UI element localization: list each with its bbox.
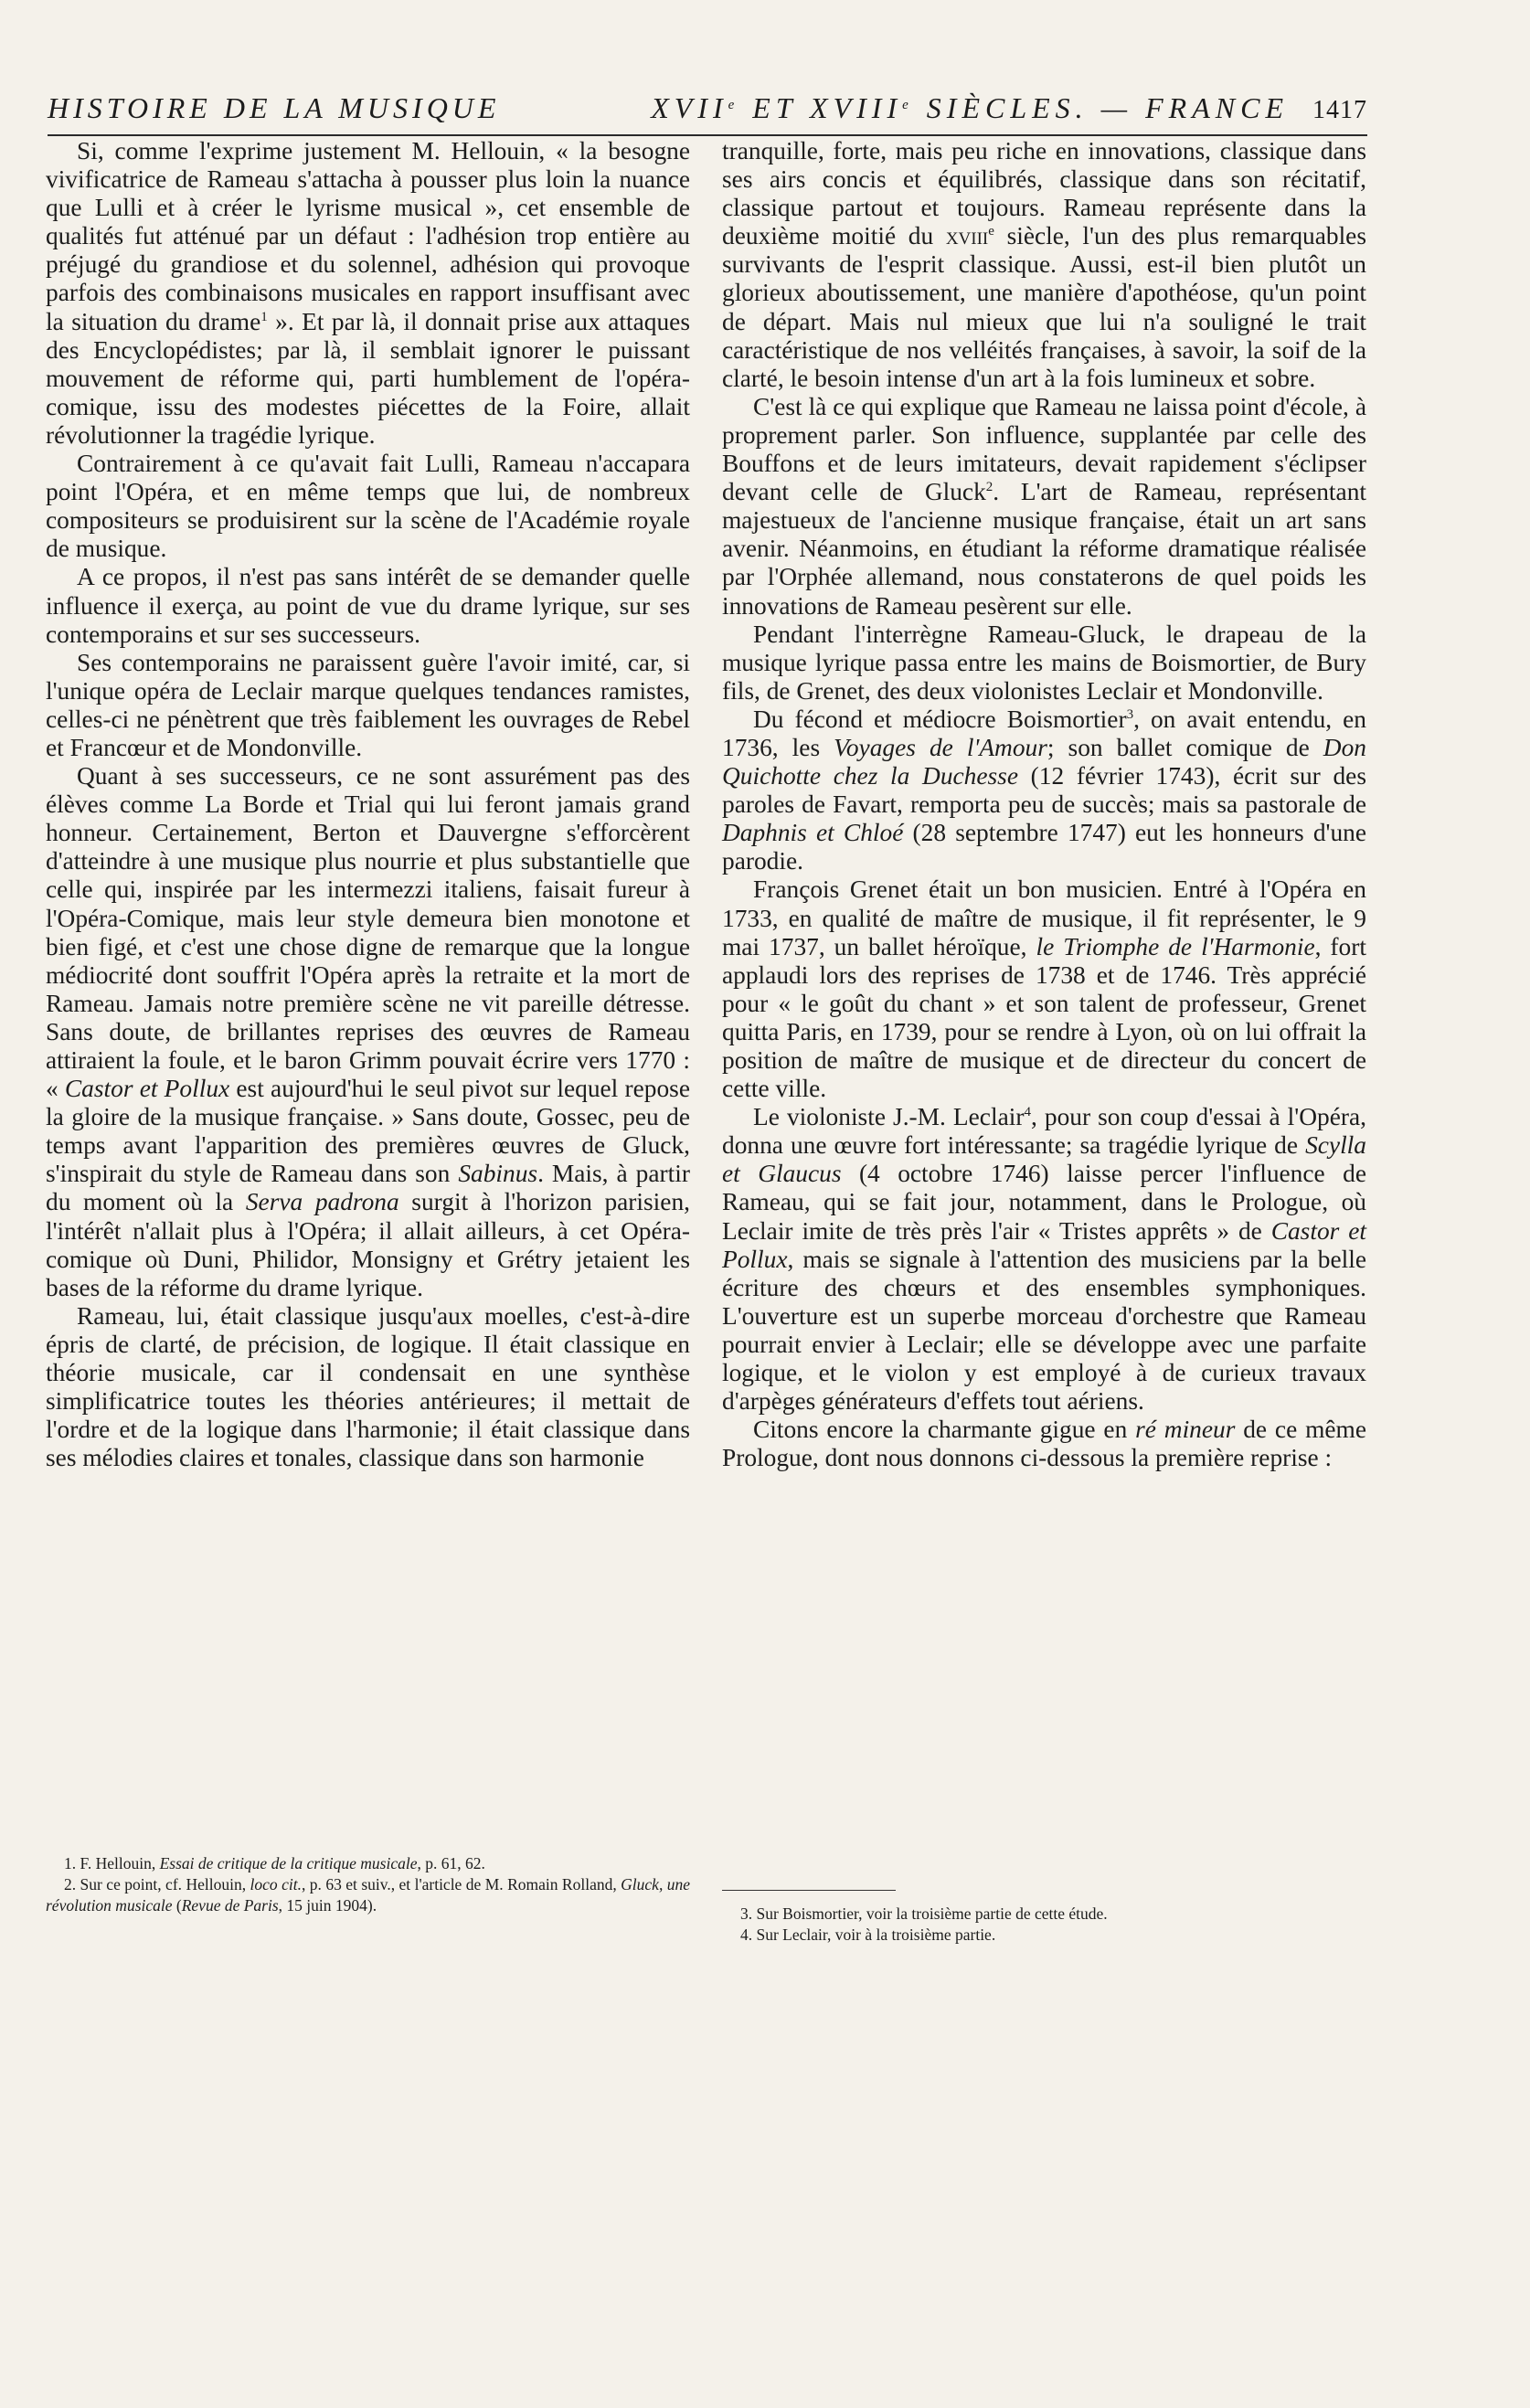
footnote: 1. F. Hellouin, Essai de critique de la critique musicale, p. 61, 62. — [64, 1854, 485, 1872]
footnote: 4. Sur Leclair, voir à la troisième partie. — [740, 1925, 996, 1944]
paragraph: Rameau, lui, était classique jusqu'aux moelles, c'est-à-dire épris de clarté, de précision, de logique. Il était classique en théorie musicale, car il condensait en une synthèse simplificatrice toutes les théories antérieures; il mettait de l'ordre et de la logique dans l'harmonie; il était classique dans ses mélodies claires et tonales, classique dans son harmonie — [46, 1301, 690, 1472]
footnote-ref: 1 — [260, 309, 268, 324]
paragraph: Ses contemporains ne paraissent guère l'avoir imité, car, si l'unique opéra de Leclair marque quelques tendances ramistes, celles-ci ne pénètrent que très faiblement les ouvrages de Rebel et Francœur et de Mondonville. — [46, 648, 690, 761]
header-section: XVIIe ET XVIIIe SIÈCLES. — FRANCE — [651, 91, 1289, 124]
paragraph: C'est là ce qui explique que Rameau ne laissa point d'école, à proprement parler. Son influence, supplantée par celle des Bouffons et de leurs imitateurs, devait rapidement s'éclipser devant celle de Gluck$^2$. L'art de Rameau, représentant majestueux de l'ancienne musique française, était un art sans avenir. Néanmoins, en étudiant la réforme dramatique réalisée par l'Orphée allemand, nous constaterons de quel poids les innovations de Rameau pesèrent sur elle. — [722, 392, 1366, 620]
footnotes-right — [722, 1890, 1366, 1946]
footnote-ref: 3 — [1126, 706, 1134, 722]
paragraph: François Grenet était un bon musicien. Entré à l'Opéra en 1733, en qualité de maître de musique, il fit représenter, le 9 mai 1737, un ballet héroïque, le Triomphe de l'Harmonie, fort applaudi lors des reprises de 1738 et de 1746. Très apprécié pour « le goût du chant » et son talent de professeur, Grenet quitta Paris, en 1739, pour se rendre à Lyon, où on lui offrait la position de maître de musique et de directeur du concert de cette ville. — [722, 875, 1366, 1103]
paragraph: Le violoniste J.-M. Leclair$^4$, pour son coup d'essai à l'Opéra, donna une œuvre fort intéressante; sa tragédie lyrique de Scylla et Glaucus (4 octobre 1746) laisse percer l'influence de Rameau, qui se fait jour, notamment, dans le Prologue, où Leclair imite de très près l'air « Tristes apprêts » de Castor et Pollux, mais se signale à l'attention des musiciens par la belle écriture des chœurs et des ensembles symphoniques. L'ouverture est un superbe morceau d'orchestre que Rameau pourrait envier à Leclair; elle se développe avec une parfaite logique, et le violon y est employé à de curieux travaux d'arpèges générateurs d'effets tout aériens. — [722, 1103, 1366, 1416]
paragraph: Du fécond et médiocre Boismortier$^3$, on avait entendu, en 1736, les Voyages de l'Amour; son ballet comique de Don Quichotte chez la Duchesse (12 février 1743), écrit sur des paroles de Favart, remporta peu de succès; mais sa pastorale de Daphnis et Chloé (28 septembre 1747) eut les honneurs d'une parodie. — [722, 705, 1366, 875]
running-header — [48, 91, 1367, 136]
paragraph: tranquille, forte, mais peu riche en innovations, classique dans ses airs concis et équilibrés, classique dans son récitatif, classique partout et toujours. Rameau représente dans la deuxième moitié du xviii$^e$ siècle, l'un des plus remarquables survivants de l'esprit classique. Aussi, est-il bien plutôt un glorieux aboutissement, une manière d'apothéose, qu'un point de départ. Mais nul mieux que lui n'a souligné le trait caractéristique de nos velléités françaises, à savoir, la soif de la clarté, le besoin intense d'un art à la fois lumineux et sobre. — [722, 137, 1367, 392]
paragraph: Contrairement à ce qu'avait fait Lulli, Rameau n'accapara point l'Opéra, et en même temps que lui, de nombreux compositeurs se produisirent sur la scène de l'Académie royale de musique. — [46, 450, 690, 563]
header-title: HISTOIRE DE LA MUSIQUE — [48, 91, 501, 124]
footnote: 2. Sur ce point, cf. Hellouin, loco cit., p. 63 et suiv., et l'article de M. Romain Rolland, Gluck, une révolution musicale (Revue de Paris, 15 juin 1904). — [46, 1875, 691, 1915]
footnote-ref: 4 — [1024, 1105, 1031, 1120]
paragraph: Citons encore la charmante gigue en ré mineur de ce même Prologue, dont nous donnons ci-dessous la première reprise : — [722, 1416, 1367, 1472]
left-column — [46, 137, 690, 1472]
footnote: 3. Sur Boismortier, voir la troisième partie de cette étude. — [740, 1904, 1108, 1923]
paragraph: Quant à ses successeurs, ce ne sont assurément pas des élèves comme La Borde et Trial qui lui feront jamais grand honneur. Certainement, Berton et Dauvergne s'efforcèrent d'atteindre à une musique plus nourrie et plus substantielle que celle qui, inspirée par les intermezzi italiens, faisait fureur à l'Opéra-Comique, mais leur style demeura bien monotone et bien figé, et c'est une chose digne de remarque que la longue médiocrité dont souffrit l'Opéra après la retraite et la mort de Rameau. Jamais notre première scène ne vit pareille détresse. Sans doute, de brillantes reprises des œuvres de Rameau attiraient la foule, et le baron Grimm pouvait écrire vers 1770 : « Castor et Pollux est aujourd'hui le seul pivot sur lequel repose la gloire de la musique française. » Sans doute, Gossec, peu de temps avant l'apparition des premières œuvres de Gluck, s'inspirait du style de Rameau dans son Sabinus. Mais, à partir du moment où la Serva padrona surgit à l'horizon parisien, l'intérêt n'allait plus à l'Opéra; il allait ailleurs, à cet Opéra-comique où Duni, Philidor, Monsigny et Grétry jetaient les bases de la réforme du drame lyrique. — [46, 762, 690, 1301]
paragraph: Pendant l'interrègne Rameau-Gluck, le drapeau de la musique lyrique passa entre les mains de Boismortier, de Bury fils, de Grenet, des deux violonistes Leclair et Mondonville. — [722, 620, 1366, 705]
paragraph: A ce propos, il n'est pas sans intérêt de se demander quelle influence il exerça, au point de vue du drame lyrique, sur ses contemporains et sur ses successeurs. — [46, 563, 690, 648]
footnote-rule — [722, 1890, 896, 1891]
footnote-ref: 2 — [985, 480, 993, 495]
right-column — [722, 137, 1366, 1472]
paragraph: Si, comme l'exprime justement M. Hellouin, « la besogne vivificatrice de Rameau s'attacha à pousser plus loin la nuance que Lulli et à créer le lyrisme musical », cet ensemble de qualités fut atténué par un défaut : l'adhésion trop entière au préjugé du grandiose et du solennel, adhésion qui provoque parfois des combinaisons musicales en rapport insuffisant avec la situation du drame$^1$ ». Et par là, il donnait prise aux attaques des Encyclopédistes; par là, il semblait ignorer le puissant mouvement de réforme qui, parti humblement de l'opéra-comique, issu des modestes piécettes de la Foire, allait révolutionner la tragédie lyrique. — [46, 137, 690, 449]
footnotes-left — [46, 1853, 690, 1916]
page-number: 1417 — [1312, 96, 1367, 124]
